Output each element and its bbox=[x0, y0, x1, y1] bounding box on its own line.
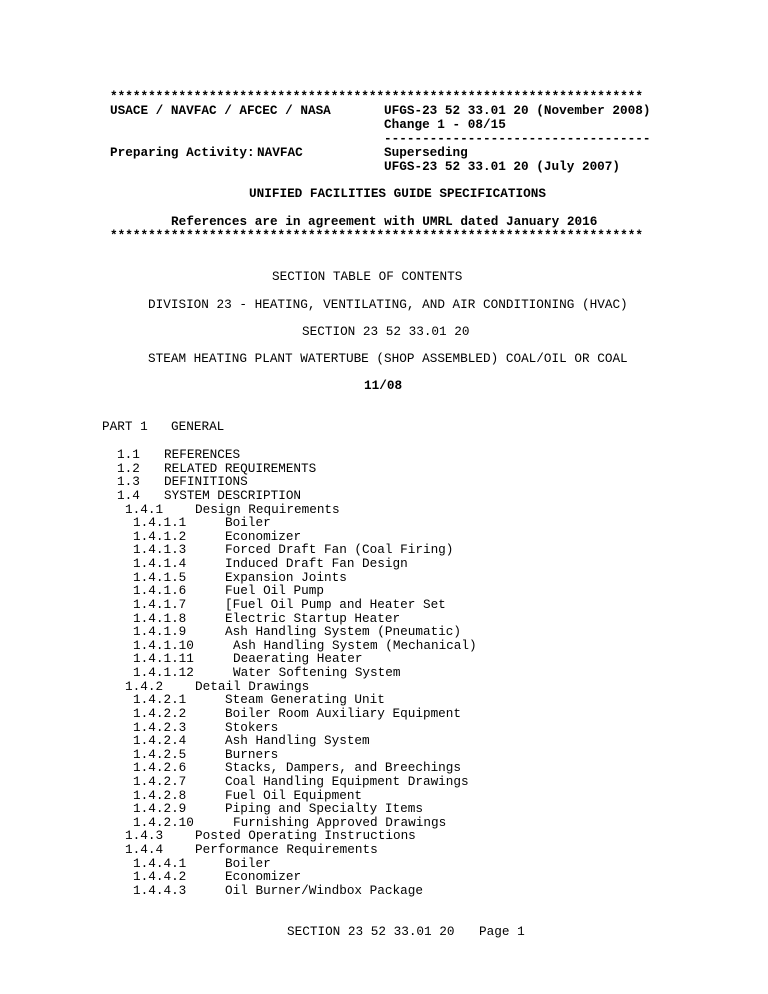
toc-entry-title: [Fuel Oil Pump and Heater Set bbox=[225, 597, 446, 612]
toc-entry-num: 1.4.1 bbox=[125, 502, 164, 517]
toc-entry-num: 1.1 bbox=[117, 447, 140, 462]
preparing-activity-label: Preparing Activity: bbox=[110, 145, 255, 160]
toc-entry-num: 1.4.4.1 bbox=[133, 856, 187, 871]
umrl-note: References are in agreement with UMRL dated January 2016 bbox=[171, 214, 598, 229]
toc-entry-num: 1.4.1.3 bbox=[133, 542, 187, 557]
toc-entry-title: REFERENCES bbox=[164, 447, 241, 462]
toc-entry-num: 1.4.2.6 bbox=[133, 760, 187, 775]
toc-entry-title: Water Softening System bbox=[233, 665, 401, 680]
toc-entry-title: Stacks, Dampers, and Breechings bbox=[225, 760, 462, 775]
toc-entry-num: 1.4.1.2 bbox=[133, 529, 187, 544]
toc-entry-title: Steam Generating Unit bbox=[225, 692, 385, 707]
toc-entry-title: Posted Operating Instructions bbox=[195, 828, 416, 843]
toc-entry-num: 1.4.4.2 bbox=[133, 869, 187, 884]
toc-entry-num: 1.4.1.12 bbox=[133, 665, 194, 680]
toc-entry-title: Boiler bbox=[225, 515, 271, 530]
toc-entry-title: Induced Draft Fan Design bbox=[225, 556, 408, 571]
guide-title: UNIFIED FACILITIES GUIDE SPECIFICATIONS bbox=[249, 186, 546, 201]
change-notice: Change 1 - 08/15 bbox=[384, 117, 506, 132]
toc-entry-num: 1.4.2.1 bbox=[133, 692, 187, 707]
footer-section: SECTION 23 52 33.01 20 bbox=[287, 924, 455, 939]
toc-entry-num: 1.4.2.4 bbox=[133, 733, 187, 748]
toc-entry-num: 1.4.4.3 bbox=[133, 883, 187, 898]
toc-entry-num: 1.4.1.8 bbox=[133, 611, 187, 626]
toc-entry-num: 1.4.1.11 bbox=[133, 651, 194, 666]
toc-entry-title: Oil Burner/Windbox Package bbox=[225, 883, 423, 898]
toc-entry-title: Ash Handling System (Mechanical) bbox=[233, 638, 477, 653]
superseding-label: Superseding bbox=[384, 145, 468, 160]
toc-entry-num: 1.4.2.10 bbox=[133, 815, 194, 830]
toc-entry-title: Electric Startup Heater bbox=[225, 611, 401, 626]
toc-entry-title: DEFINITIONS bbox=[164, 474, 248, 489]
toc-entry-title: Expansion Joints bbox=[225, 570, 347, 585]
toc-entry-title: SYSTEM DESCRIPTION bbox=[164, 488, 302, 503]
spec-number: UFGS-23 52 33.01 20 (November 2008) bbox=[384, 103, 651, 118]
toc-entry-num: 1.4.3 bbox=[125, 828, 164, 843]
toc-entry-num: 1.4.1.9 bbox=[133, 624, 187, 639]
toc-entry-num: 1.2 bbox=[117, 461, 140, 476]
toc-entry-num: 1.4.1.6 bbox=[133, 583, 187, 598]
toc-title: SECTION TABLE OF CONTENTS bbox=[272, 269, 463, 284]
toc-entry-title: Performance Requirements bbox=[195, 842, 378, 857]
toc-entry-title: Boiler bbox=[225, 856, 271, 871]
toc-entry-num: 1.4.4 bbox=[125, 842, 164, 857]
toc-entry-title: Economizer bbox=[225, 529, 302, 544]
toc-entry-num: 1.4.2.9 bbox=[133, 801, 187, 816]
toc-entry-num: 1.4.2 bbox=[125, 679, 164, 694]
toc-entry-title: Economizer bbox=[225, 869, 302, 884]
toc-entry-title: Fuel Oil Pump bbox=[225, 583, 324, 598]
footer-page: Page 1 bbox=[479, 924, 525, 939]
toc-entry-num: 1.4.1.7 bbox=[133, 597, 187, 612]
header-org: USACE / NAVFAC / AFCEC / NASA bbox=[110, 103, 331, 118]
toc-entry-num: 1.4.1.1 bbox=[133, 515, 187, 530]
section-title: STEAM HEATING PLANT WATERTUBE (SHOP ASSEMBLED) COAL/OIL OR COAL bbox=[148, 351, 628, 366]
part-title: GENERAL bbox=[171, 419, 225, 434]
toc-entry-title: Deaerating Heater bbox=[233, 651, 363, 666]
toc-entry-title: Ash Handling System bbox=[225, 733, 370, 748]
toc-entry-num: 1.4.1.5 bbox=[133, 570, 187, 585]
toc-entry-num: 1.4.2.3 bbox=[133, 720, 187, 735]
division-title: DIVISION 23 - HEATING, VENTILATING, AND AIR CONDITIONING (HVAC) bbox=[148, 297, 628, 312]
toc-entry-num: 1.4.1.10 bbox=[133, 638, 194, 653]
toc-entry-num: 1.4.2.7 bbox=[133, 774, 187, 789]
section-number: SECTION 23 52 33.01 20 bbox=[302, 324, 470, 339]
superseded-spec: UFGS-23 52 33.01 20 (July 2007) bbox=[384, 159, 621, 174]
toc-entry-title: Fuel Oil Equipment bbox=[225, 788, 363, 803]
toc-entry-title: RELATED REQUIREMENTS bbox=[164, 461, 317, 476]
preparing-activity-value: NAVFAC bbox=[257, 145, 303, 160]
header-stars-top: ********************************************************************** bbox=[110, 89, 643, 104]
toc-entry-num: 1.4.2.5 bbox=[133, 747, 187, 762]
toc-entry-title: Stokers bbox=[225, 720, 279, 735]
toc-entry-title: Boiler Room Auxiliary Equipment bbox=[225, 706, 462, 721]
header-stars-bottom: ********************************************************************** bbox=[110, 228, 643, 243]
toc-entry-title: Piping and Specialty Items bbox=[225, 801, 423, 816]
section-date: 11/08 bbox=[364, 378, 403, 393]
header-dashes: ----------------------------------- bbox=[384, 131, 651, 146]
toc-entry-num: 1.4 bbox=[117, 488, 140, 503]
toc-entry-title: Furnishing Approved Drawings bbox=[233, 815, 447, 830]
part-label: PART 1 bbox=[102, 419, 148, 434]
toc-entry-title: Detail Drawings bbox=[195, 679, 310, 694]
toc-entry-title: Coal Handling Equipment Drawings bbox=[225, 774, 469, 789]
toc-entry-title: Design Requirements bbox=[195, 502, 340, 517]
toc-entry-num: 1.3 bbox=[117, 474, 140, 489]
toc-entry-title: Forced Draft Fan (Coal Firing) bbox=[225, 542, 454, 557]
toc-entry-title: Ash Handling System (Pneumatic) bbox=[225, 624, 462, 639]
toc-entry-num: 1.4.2.8 bbox=[133, 788, 187, 803]
toc-entry-num: 1.4.1.4 bbox=[133, 556, 187, 571]
toc-entry-title: Burners bbox=[225, 747, 279, 762]
toc-entry-num: 1.4.2.2 bbox=[133, 706, 187, 721]
